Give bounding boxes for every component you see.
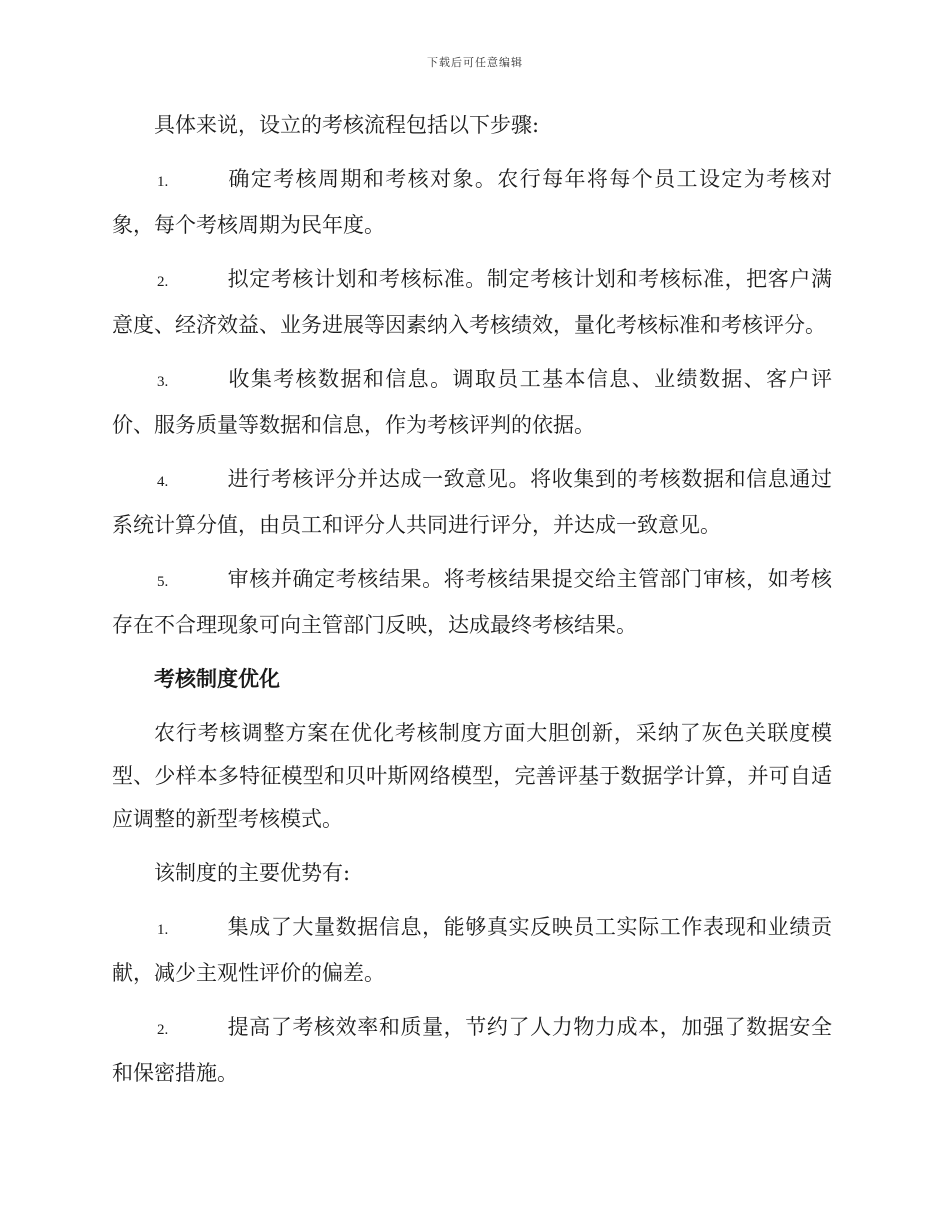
header-note: 下载后可任意编辑 bbox=[427, 56, 523, 69]
advantages-intro: 该制度的主要优势有: bbox=[154, 861, 351, 885]
step-number: 4. bbox=[157, 474, 169, 490]
step-number: 2. bbox=[157, 274, 169, 290]
step-text: 确定考核周期和考核对象。农行每年将每个员工设定为考核对象，每个考核周期为民年度。 bbox=[112, 167, 832, 237]
step-text: 拟定考核计划和考核标准。制定考核计划和考核标准，把客户满意度、经济效益、业务进展等因素纳入考核绩效，量化考核标准和考核评分。 bbox=[112, 267, 832, 337]
step-item bbox=[112, 158, 832, 247]
step-item bbox=[112, 258, 832, 347]
step-text: 进行考核评分并达成一致意见。将收集到的考核数据和信息通过系统计算分值，由员工和评分人共同进行评分，并达成一致意见。 bbox=[112, 467, 832, 537]
document-body bbox=[112, 104, 832, 1106]
step-text: 收集考核数据和信息。调取员工基本信息、业绩数据、客户评价、服务质量等数据和信息，作为考核评判的依据。 bbox=[112, 367, 832, 437]
step-number: 5. bbox=[157, 574, 169, 590]
advantage-item bbox=[112, 906, 832, 995]
step-item bbox=[112, 458, 832, 547]
advantage-text: 提高了考核效率和质量，节约了人力物力成本，加强了数据安全和保密措施。 bbox=[112, 1015, 832, 1085]
advantage-item bbox=[112, 1006, 832, 1095]
advantage-text: 集成了大量数据信息，能够真实反映员工实际工作表现和业绩贡献，减少主观性评价的偏差。 bbox=[112, 915, 832, 985]
section-paragraph: 农行考核调整方案在优化考核制度方面大胆创新，采纳了灰色关联度模型、少样本多特征模型和贝叶斯网络模型，完善评基于数据学计算，并可自适应调整的新型考核模式。 bbox=[112, 721, 832, 831]
step-number: 3. bbox=[157, 374, 169, 390]
advantage-number: 2. bbox=[157, 1022, 169, 1038]
step-text: 审核并确定考核结果。将考核结果提交给主管部门审核，如考核存在不合理现象可向主管部门反映，达成最终考核结果。 bbox=[112, 567, 832, 637]
advantage-number: 1. bbox=[157, 922, 169, 938]
step-number: 1. bbox=[157, 174, 169, 190]
step-item bbox=[112, 358, 832, 447]
step-item bbox=[112, 558, 832, 647]
intro-paragraph: 具体来说，设立的考核流程包括以下步骤: bbox=[154, 113, 540, 137]
section-heading: 考核制度优化 bbox=[154, 667, 280, 691]
